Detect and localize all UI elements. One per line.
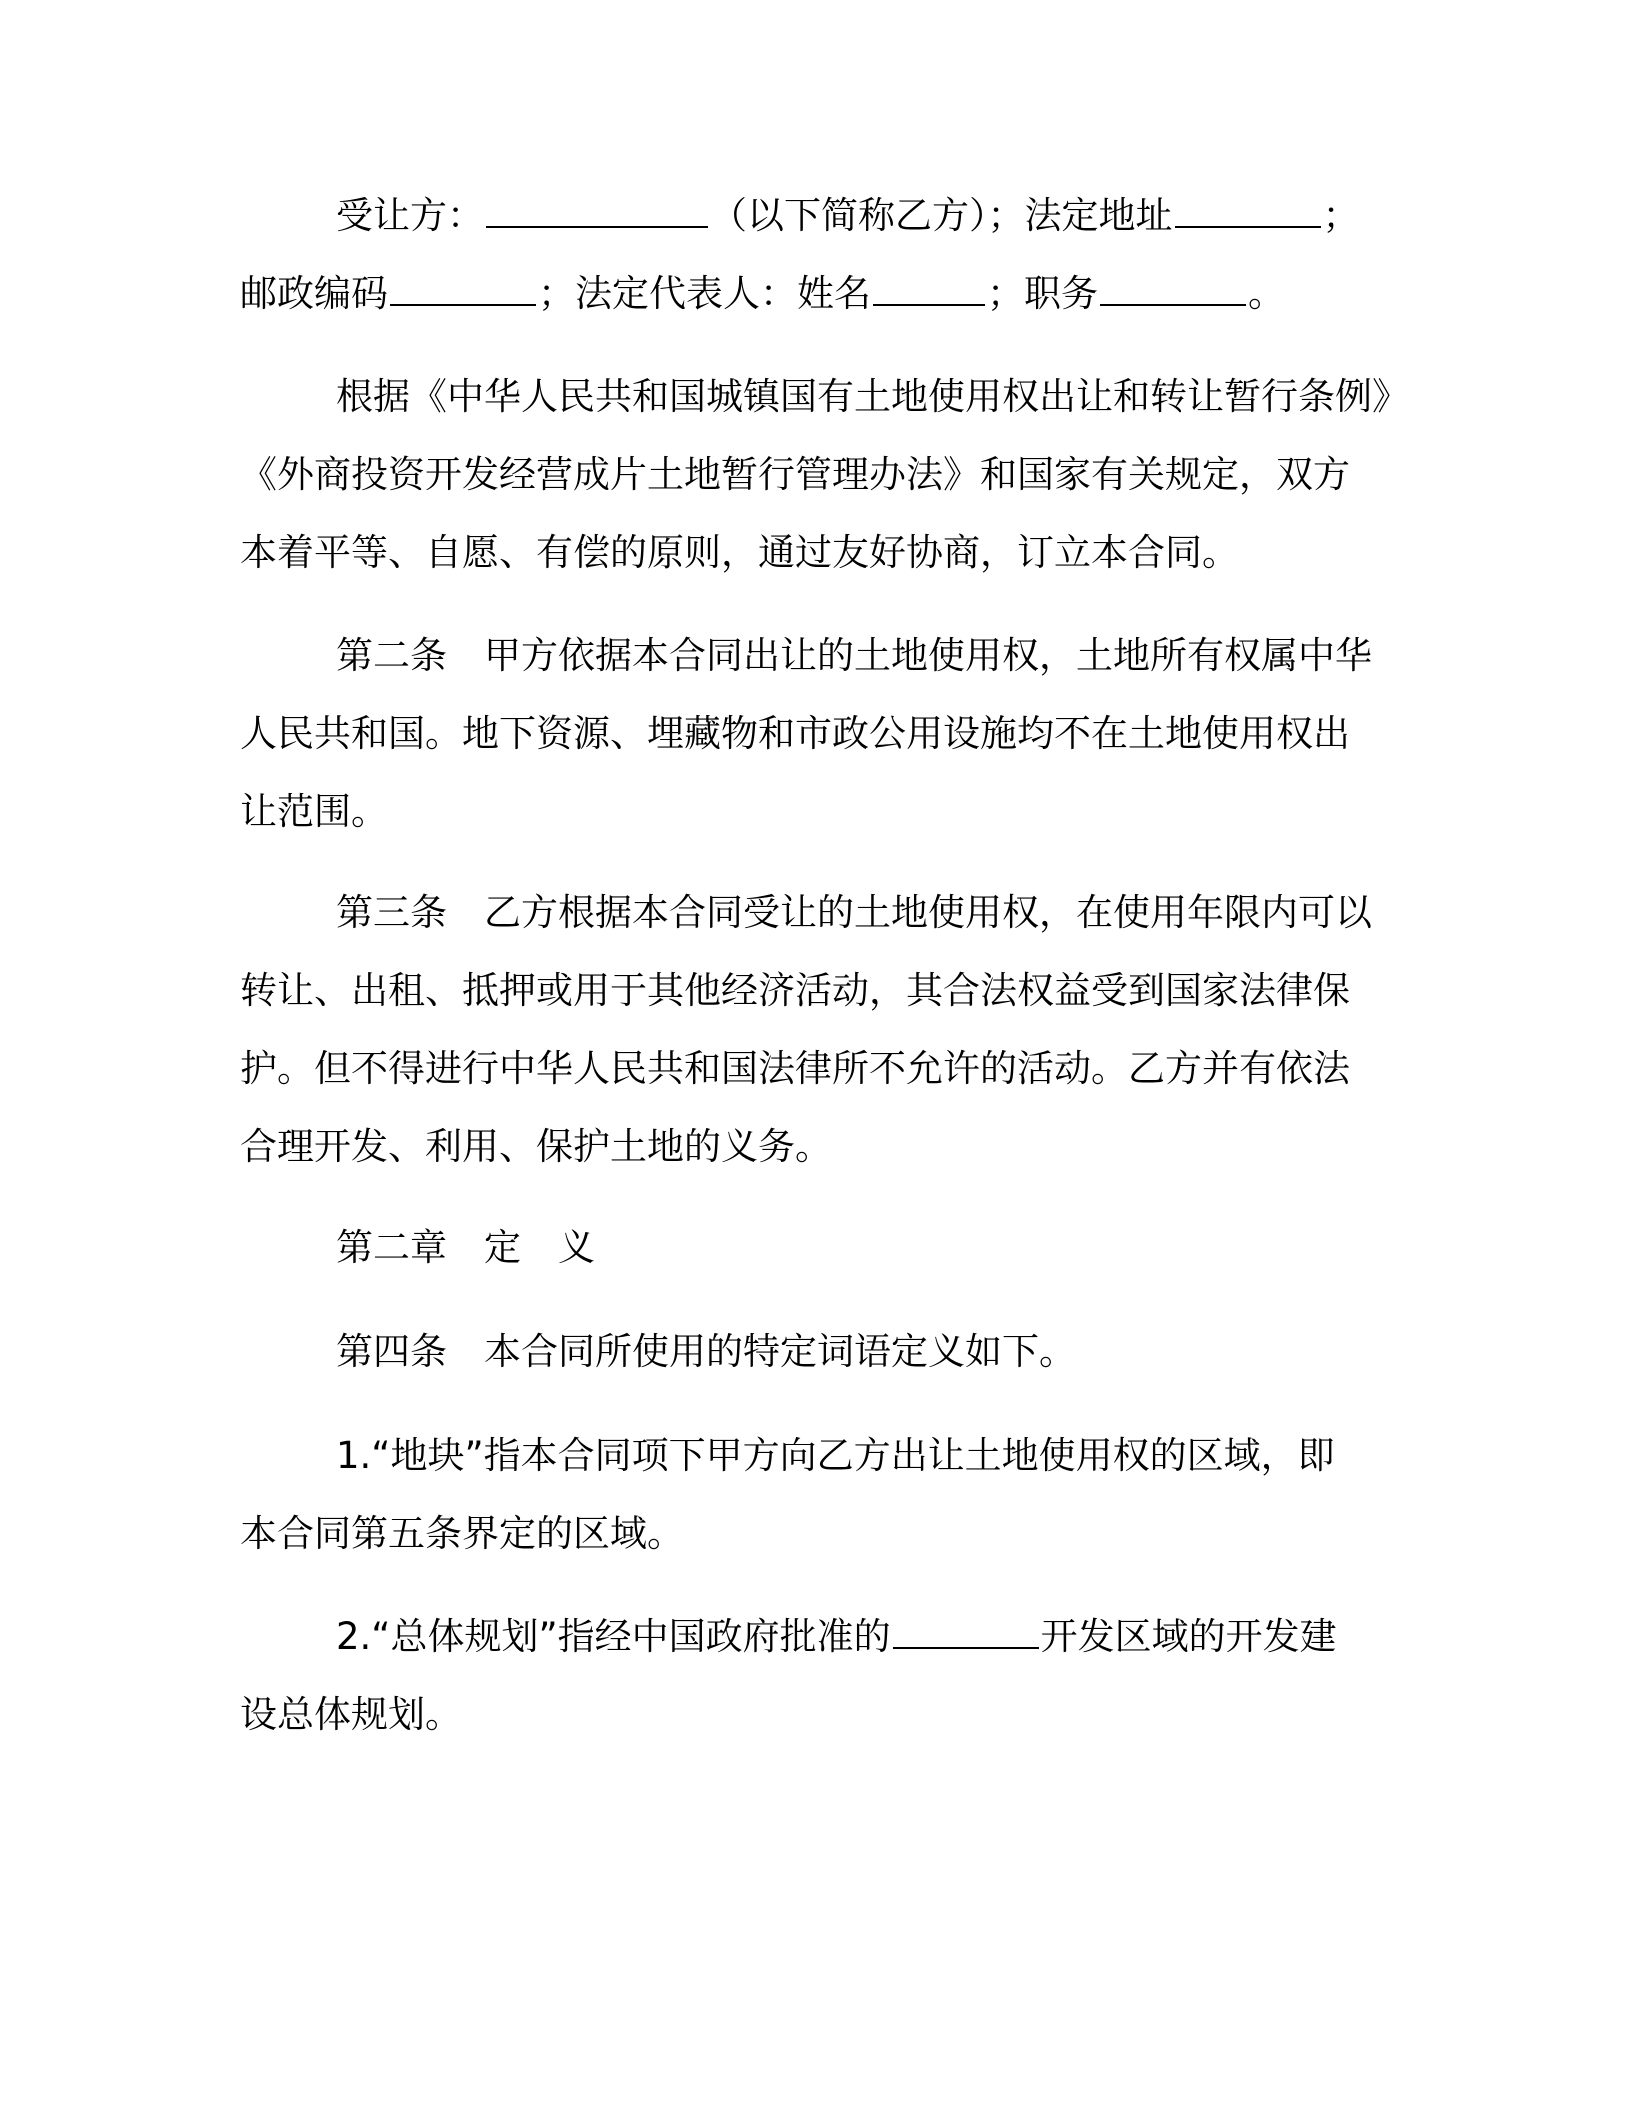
blank-field-transferee-name: [486, 196, 708, 228]
line: 设总体规划。: [240, 1693, 462, 1736]
text: ；: [1322, 194, 1360, 237]
blank-field-legal-address: [1175, 196, 1321, 228]
line: [240, 255, 1390, 333]
line: 转让、出租、抵押或用于其他经济活动，其合法权益受到国家法律保: [240, 969, 1350, 1012]
line: 合理开发、利用、保护土地的义务。: [240, 1125, 832, 1168]
blank-field-representative-name: [873, 274, 985, 306]
line: [240, 1598, 1390, 1676]
text: 邮政编码: [240, 272, 388, 315]
line: 《外商投资开发经营成片土地暂行管理办法》和国家有关规定，双方: [240, 453, 1350, 496]
line: 第四条 本合同所使用的特定词语定义如下。: [336, 1330, 1076, 1373]
paragraph-definition-1: [240, 1417, 1390, 1573]
line: 本着平等、自愿、有偿的原则，通过友好协商，订立本合同。: [240, 531, 1239, 574]
line: 1.“地块”指本合同项下甲方向乙方出让土地使用权的区域，即: [336, 1434, 1335, 1477]
paragraph-definition-2: [240, 1598, 1390, 1754]
line: 护。但不得进行中华人民共和国法律所不允许的活动。乙方并有依法: [240, 1047, 1350, 1090]
line: 人民共和国。地下资源、埋藏物和市政公用设施均不在土地使用权出: [240, 712, 1350, 755]
line: 本合同第五条界定的区域。: [240, 1512, 684, 1555]
text: 开发区域的开发建: [1040, 1615, 1337, 1658]
text: 2.“总体规划”指经中国政府批准的: [336, 1615, 891, 1658]
paragraph-article-4: [240, 1313, 1390, 1391]
blank-field-development-area: [893, 1617, 1039, 1649]
line: 让范围。: [240, 790, 388, 833]
line: 第二条 甲方依据本合同出让的土地使用权，土地所有权属中华: [336, 634, 1372, 677]
chapter-heading: [240, 1209, 1390, 1287]
paragraph-article-2: [240, 617, 1390, 851]
text: 受让方：: [336, 194, 484, 237]
text: 。: [1248, 272, 1285, 315]
text: （以下简称乙方）；法定地址: [710, 194, 1173, 237]
line: 第二章 定 义: [336, 1226, 595, 1269]
paragraph-transferee: [240, 177, 1390, 333]
line: 根据《中华人民共和国城镇国有土地使用权出让和转让暂行条例》: [336, 375, 1409, 418]
line: 第三条 乙方根据本合同受让的土地使用权，在使用年限内可以: [336, 891, 1372, 934]
paragraph-article-3: [240, 874, 1390, 1186]
blank-field-position: [1100, 274, 1246, 306]
text: ；职务: [987, 272, 1098, 315]
blank-field-postal-code: [390, 274, 536, 306]
line: [240, 177, 1390, 255]
paragraph-legal-basis: [240, 358, 1409, 592]
text: ；法定代表人：姓名: [538, 272, 871, 315]
